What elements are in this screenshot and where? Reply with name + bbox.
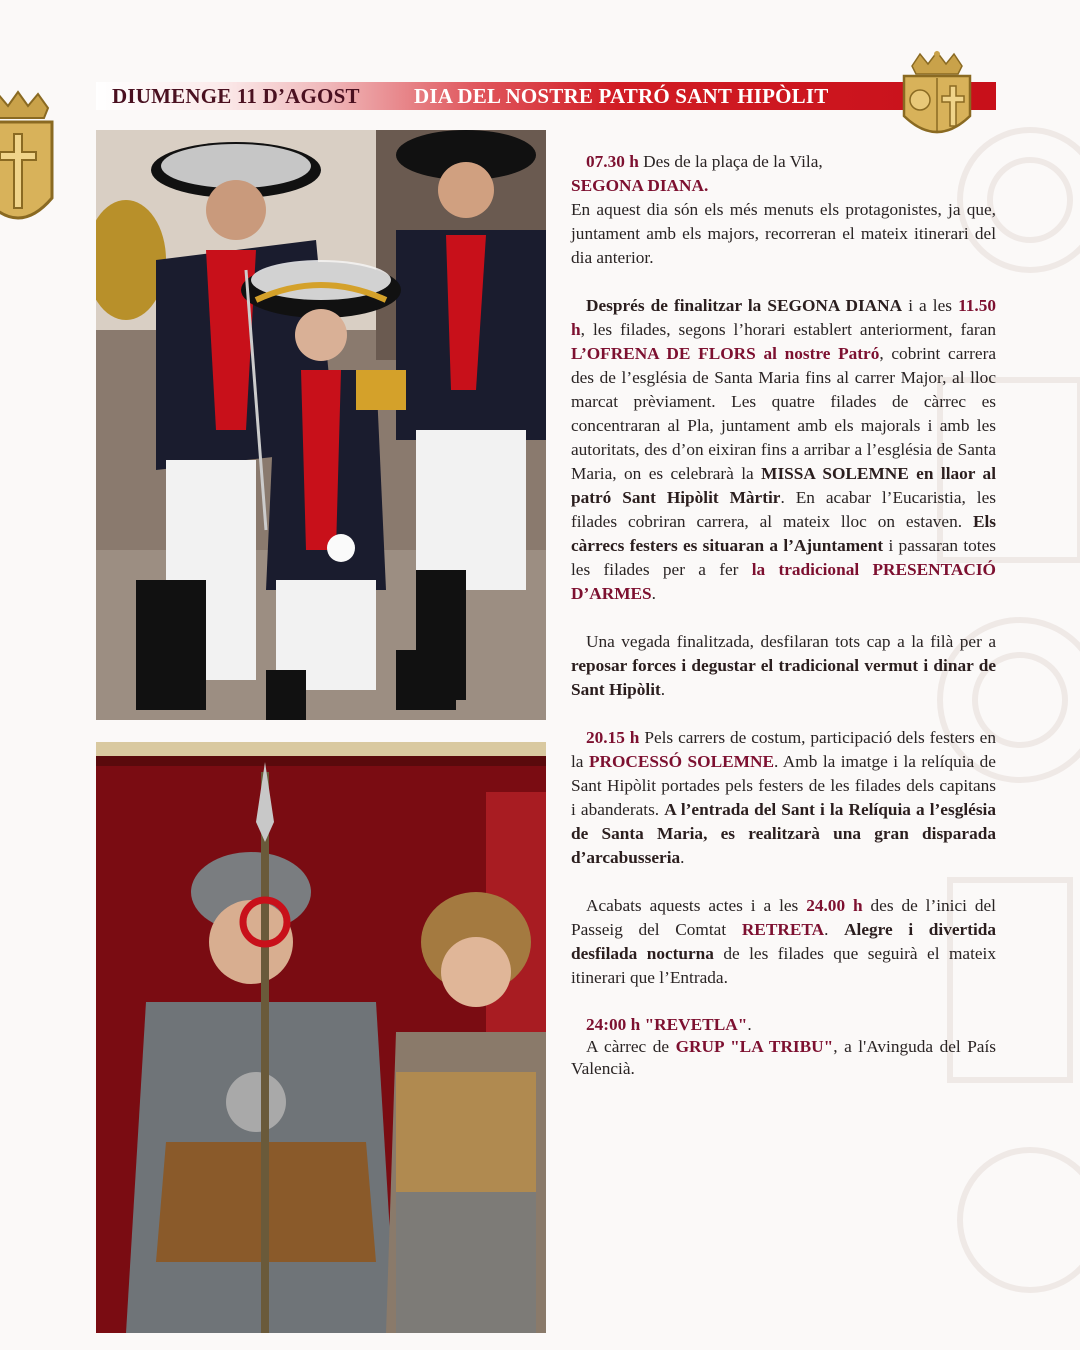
time-2015: 20.15 h — [586, 728, 640, 747]
event-processo: PROCESSÓ SOLEMNE — [588, 752, 774, 771]
costume-photo — [96, 742, 546, 1333]
event-retreta: RETRETA — [741, 920, 825, 939]
schedule-text — [571, 150, 996, 1080]
paragraph-processo: 20.15 h Pels carrers de costum, participació dels festers en la PROCESSÓ SOLEMNE. Amb la imatge i la relíquia de Sant Hipòlit portades pels festers de les filades dels capitans i abanderats. A l’entrada del Sant i la Relíquia a l’església de Santa Maria, es realitzarà una gran disparada d’arcabusseria. — [571, 728, 996, 867]
time-1150: 11.50 h — [571, 296, 996, 339]
paragraph-retreta: Acabats aquests actes i a les 24.00 h des de l’inici del Passeig del Comtat RETRETA. Alegre i divertida desfilada nocturna de les filades que seguirà el mateix itinerari que l’Entrada. — [571, 896, 996, 987]
header-date: DIUMENGE 11 D’AGOST — [112, 84, 360, 108]
header-title: DIA DEL NOSTRE PATRÓ SANT HIPÒLIT — [414, 84, 829, 108]
event-ofrena: L’OFRENA DE FLORS al nostre Patró — [571, 344, 880, 363]
event-presentacio: la tradicional PRESENTACIÓ D’ARMES — [571, 560, 996, 603]
parade-photo — [96, 130, 546, 720]
coat-of-arms-right — [900, 50, 974, 144]
event-la-tribu: GRUP "LA TRIBU" — [675, 1037, 834, 1056]
event-revetla: 24:00 h "REVETLA" — [586, 1015, 748, 1034]
event-segona-diana: SEGONA DIANA. — [571, 176, 709, 195]
paragraph-revetla: 24:00 h "REVETLA". A càrrec de GRUP "LA TRIBU", a l'Avinguda del País Valencià. — [571, 1015, 997, 1078]
time-0730: 07.30 h — [586, 152, 639, 171]
paragraph-segona-diana: 07.30 h Des de la plaça de la Vila, SEGONA DIANA. En aquest dia són els més menuts els protagonistes, ja que, juntament amb els majors, recorreran el mateix itinerari del dia anterior. — [571, 152, 996, 267]
paragraph-ofrena: Després de finalitzar la SEGONA DIANA i a les 11.50 h, les filades, segons l’horari establert anteriorment, faran L’OFRENA DE FLORS al nostre Patró, cobrint carrera des de l’església de Santa Maria fins al carrer Major, al lloc marcat prèviament. Les quatre filades de càrrec es concentraran al Pla, juntament amb els majorals i amb les autoritats, des d’on eixiran fins a arribar a l’església de Santa Maria, on es celebrarà la MISSA SOLEMNE en llaor al patró Sant Hipòlit Màrtir. En acabar l’Eucaristia, les filades cobriran carrera, al mateix lloc on estaven. Els càrrecs festers es situaran a l’Ajuntament i passaran totes les filades per a fer la tradicional PRESENTACIÓ D’ARMES. — [571, 296, 996, 603]
paragraph-vermut: Una vegada finalitzada, desfilaran tots cap a la filà per a reposar forces i degustar el tradicional vermut i dinar de Sant Hipòlit. — [571, 632, 996, 699]
time-2400: 24.00 h — [806, 896, 863, 915]
coat-of-arms-left — [0, 88, 56, 238]
